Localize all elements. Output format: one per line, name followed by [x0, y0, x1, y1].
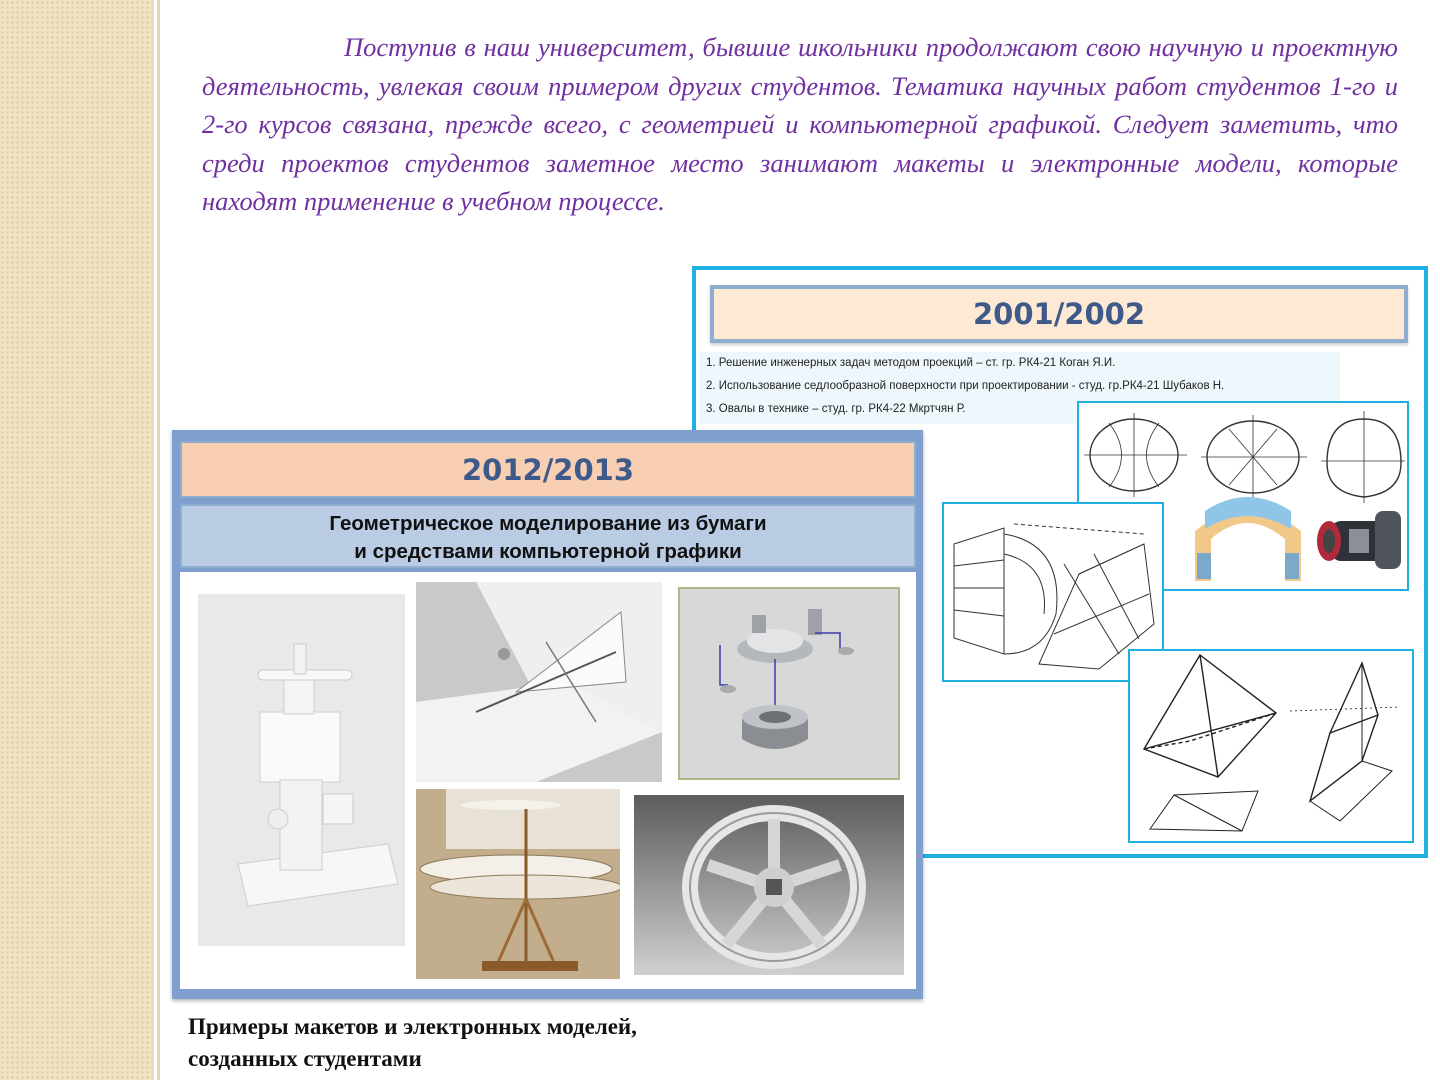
paper-geometry-model-photo	[416, 582, 662, 782]
figure-caption	[188, 1011, 637, 1075]
pyramid-projection-drawing	[1130, 651, 1412, 841]
side-divider-line	[157, 0, 160, 1080]
cad-assembly-model-image	[678, 587, 900, 780]
paper-helicopter-model	[416, 789, 620, 979]
panel-title-line: Геометрическое моделирование из бумаги	[329, 512, 767, 535]
paper-valve-model	[198, 594, 405, 946]
side-divider-line	[152, 0, 154, 1080]
caption-line: Примеры макетов и электронных моделей,	[188, 1014, 637, 1039]
cad-handwheel-model	[634, 795, 904, 975]
intro-paragraph: Поступив в наш университет, бывшие школьники продолжают свою научную и проектную деятельность, увлекая своим примером других студентов. Тематика научных работ студентов 1-го и 2-го курсов связана, прежде всего, с геометрией и компьютерной графикой. Следует заметить, что среди проектов студентов заметное место занимают макеты и электронные модели, которые находят применение в учебном процессе.	[202, 32, 1398, 216]
pyramid-projection-drawing-figure	[1128, 649, 1414, 843]
year-header-2001: 2001/2002	[710, 285, 1408, 343]
paper-geometry-model	[416, 582, 662, 782]
cad-handwheel-model-image	[634, 795, 904, 975]
topic-item: 1. Решение инженерных задач методом проекций – ст. гр. РК4-21 Коган Я.И.	[706, 357, 1116, 369]
caption-line: созданных студентами	[188, 1046, 422, 1071]
panel-title-line: и средствами компьютерной графики	[354, 540, 742, 563]
decorative-side-strip	[0, 0, 152, 1080]
cad-assembly-model	[680, 589, 898, 778]
paper-valve-model-photo	[198, 594, 405, 946]
topic-item: 3. Овалы в технике – студ. гр. РК4-22 Мкртчян Р.	[706, 403, 966, 415]
year-header-2012: 2012/2013	[180, 441, 916, 498]
topic-item: 2. Использование седлообразной поверхности при проектировании - студ. гр.РК4-21 Шубаков Н.	[706, 380, 1225, 392]
panel-title	[180, 504, 916, 568]
paper-helicopter-model-photo	[416, 789, 620, 979]
